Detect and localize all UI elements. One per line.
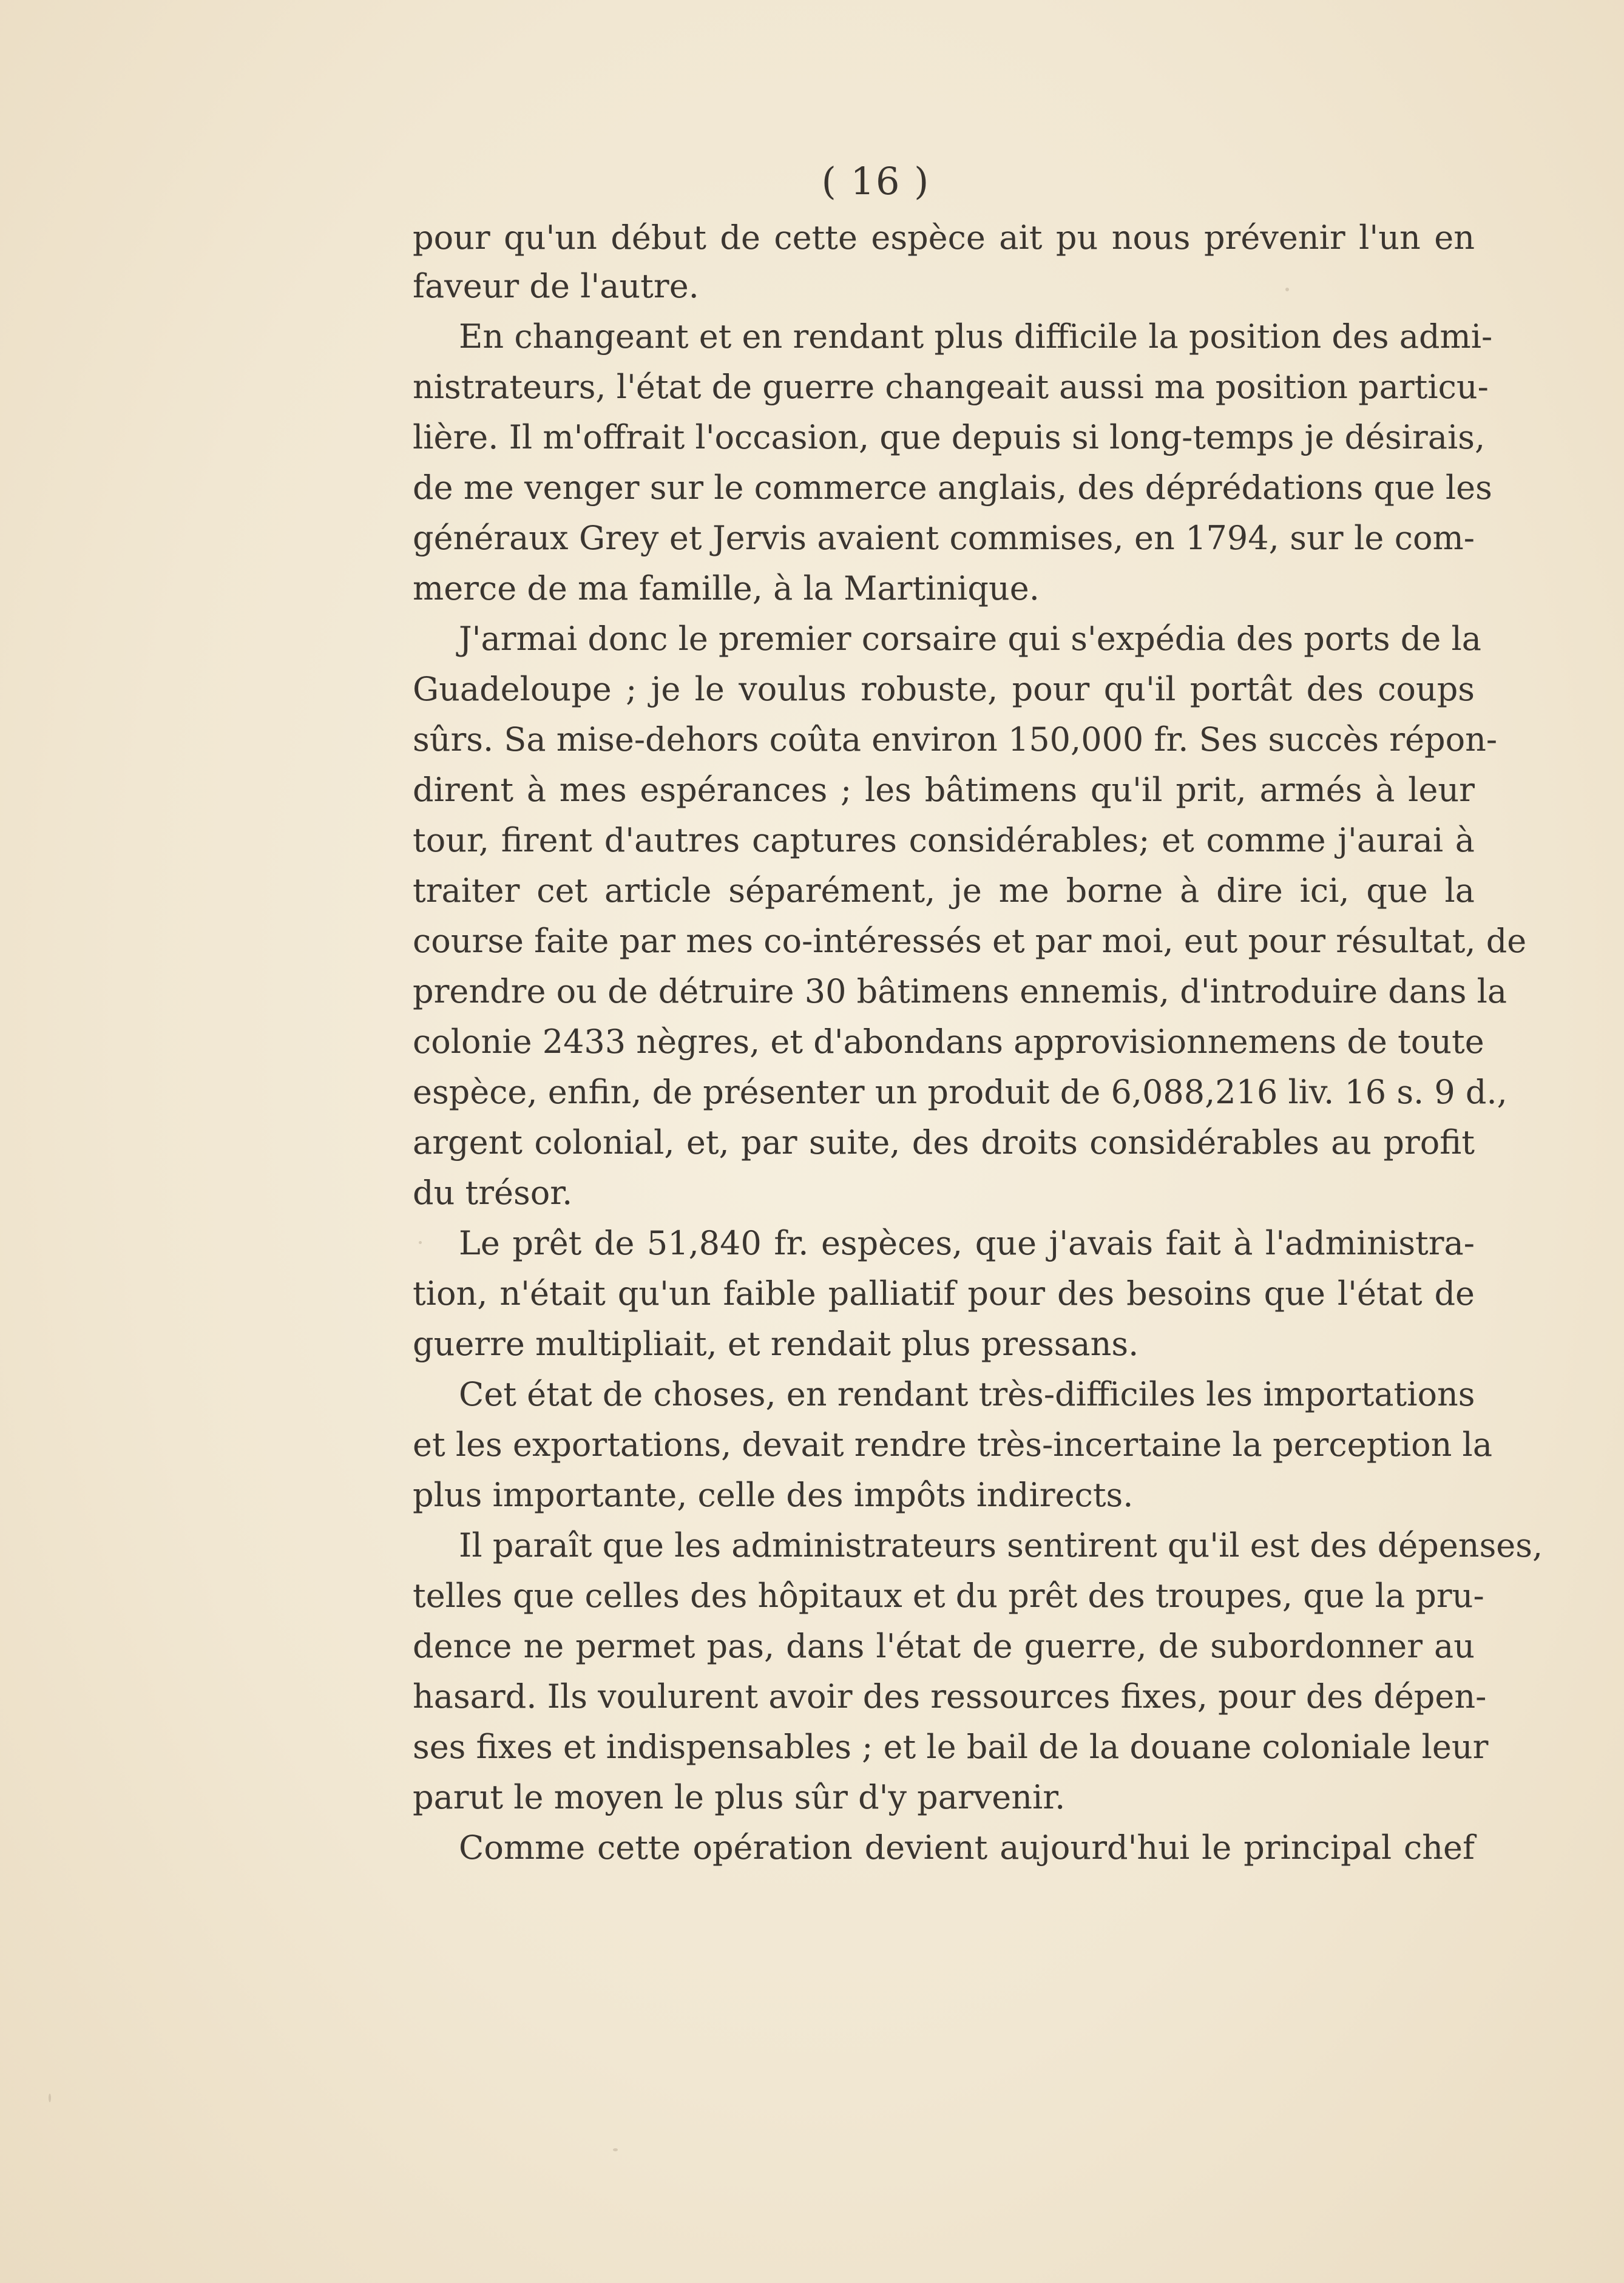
text-line: Le prêt de 51,840 fr. espèces, que j'avais fait à l'administra- [459,1224,1475,1262]
text-line: traiter cet article séparément, je me borne à dire ici, que la [413,871,1475,910]
text-line: et les exportations, devait rendre très-incertaine la perception la [413,1426,1493,1464]
text-line: colonie 2433 nègres, et d'abondans approvisionnemens de toute [413,1023,1484,1061]
text-line: nistrateurs, l'état de guerre changeait aussi ma position particu- [413,368,1489,406]
text-line: Cet état de choses, en rendant très-difficiles les importations [459,1375,1475,1413]
text-line: lière. Il m'offrait l'occasion, que depuis si long-temps je désirais, [413,418,1486,456]
text-line: parut le moyen le plus sûr d'y parvenir. [413,1778,1066,1816]
text-line: pour qu'un début de cette espèce ait pu nous prévenir l'un en [413,218,1475,257]
text-line: généraux Grey et Jervis avaient commises, en 1794, sur le com- [413,519,1475,557]
text-line: faveur de l'autre. [413,267,699,305]
text-line: tour, firent d'autres captures considérables; et comme j'aurai à [413,821,1475,859]
text-line: plus importante, celle des impôts indirects. [413,1476,1134,1514]
text-line: merce de ma famille, à la Martinique. [413,569,1040,607]
text-line: du trésor. [413,1174,573,1212]
text-line: espèce, enfin, de présenter un produit de 6,088,216 liv. 16 s. 9 d., [413,1073,1507,1111]
page-number: ( 16 ) [821,159,930,203]
text-line: guerre multipliait, et rendait plus pressans. [413,1325,1139,1363]
text-line: ses fixes et indispensables ; et le bail de la douane coloniale leur [413,1728,1489,1766]
text-line: sûrs. Sa mise-dehors coûta environ 150,000 fr. Ses succès répon- [413,720,1498,759]
text-line: tion, n'était qu'un faible palliatif pour des besoins que l'état de [413,1274,1475,1313]
text-line: Il paraît que les administrateurs sentirent qu'il est des dépenses, [459,1526,1543,1564]
paper-speck [1285,288,1289,291]
text-line: argent colonial, et, par suite, des droits considérables au profit [413,1123,1475,1162]
text-line: Guadeloupe ; je le voulus robuste, pour qu'il portât des coups [413,670,1475,708]
text-line: telles que celles des hôpitaux et du prêt des troupes, que la pru- [413,1577,1484,1615]
text-line: hasard. Ils voulurent avoir des ressources fixes, pour des dépen- [413,1677,1487,1716]
text-line: dirent à mes espérances ; les bâtimens qu'il prit, armés à leur [413,771,1475,809]
text-line: course faite par mes co-intéressés et par moi, eut pour résultat, de [413,922,1527,960]
paper-speck [419,1241,422,1244]
text-line: de me venger sur le commerce anglais, des déprédations que les [413,468,1492,507]
text-line: En changeant et en rendant plus difficile la position des admi- [459,317,1493,356]
paper-speck [49,2094,51,2102]
text-line: dence ne permet pas, dans l'état de guerre, de subordonner au [413,1627,1475,1665]
paper-speck [613,2148,618,2151]
text-line: prendre ou de détruire 30 bâtimens ennemis, d'introduire dans la [413,972,1507,1010]
text-line: Comme cette opération devient aujourd'hui le principal chef [459,1828,1475,1867]
text-line: J'armai donc le premier corsaire qui s'expédia des ports de la [459,620,1481,658]
